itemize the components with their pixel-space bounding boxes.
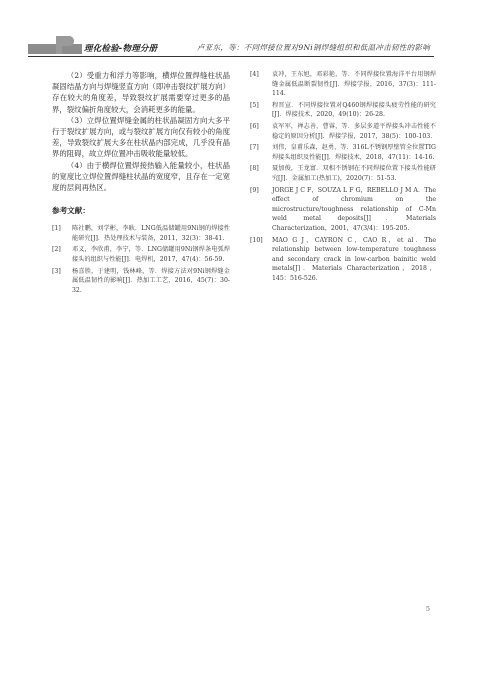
reference-item	[250, 70, 436, 99]
reference-text: JORGE J C F，SOUZA L F G，REBELLO J M A．The effect of chromium on the microstructure/toughness relationship of C-Mn weld metal deposits[J]．Materials Characterization，2001，47(3/4)：195-205.	[272, 186, 436, 232]
conclusion-paragraph-3: （3）立焊位置焊缝金属的柱状晶凝固方向大多平行于裂纹扩展方向，或与裂纹扩展方向仅有较小的角度差，导致裂纹扩展大多在柱状晶内部完成，几乎没有晶界的阻碍，故立焊位置冲击吸收能量较低。	[52, 115, 230, 159]
reference-item	[250, 101, 436, 120]
reference-text: 袁军军，禅志善，曹睿，等．多层多道平焊接头冲击性能不稳定的原因分析[J]．焊接学报，2017，38(5)：100-103.	[272, 122, 436, 140]
reference-text: 邓义，李欣甫，李宁，等．LNG储罐用9Ni钢焊条电弧焊接头的组织与性能[J]．电焊机，2017，47(4)：56-59.	[72, 246, 230, 264]
reference-number: [4]	[250, 71, 259, 78]
reference-text: 聂加俊，王龙富．双相不锈钢在不同焊接位置下接头性能研究[J]．金属加工(热加工)，2020(7)：51-53.	[272, 165, 436, 182]
reference-text: 袁冲，王东旭，邓彩艳，等．不同焊接位置海洋平台用钢焊缝金属低温断裂韧性[J]．焊接学报，2016，37(3)：111-114.	[272, 71, 436, 98]
page-header	[0, 36, 480, 58]
reference-number: [1]	[52, 225, 61, 233]
reference-text: 程晋宣．不同焊接位置对Q460钢焊接接头疲劳性能的研究[J]．焊接技术，2020，49(10)：26-28.	[272, 101, 436, 119]
references-title: 参考文献：	[52, 206, 90, 216]
journal-logo-icon	[52, 36, 78, 54]
reference-text: 陈社鹏，刘学彬，李耿．LNG低温储罐用9Ni钢的焊接性能研究[J]．热处理技术与装备，2011，32(3)：38-41.	[72, 225, 230, 242]
left-column	[52, 70, 230, 297]
reference-item	[250, 186, 436, 234]
reference-number: [7]	[250, 144, 259, 152]
journal-name: 理化检验-物理分册	[84, 44, 158, 54]
reference-item	[250, 122, 436, 141]
reference-number: [6]	[250, 122, 259, 130]
reference-item	[52, 267, 230, 296]
reference-number: [8]	[250, 165, 259, 173]
reference-number: [10]	[250, 236, 263, 244]
reference-number: [3]	[52, 267, 61, 275]
reference-item	[250, 143, 436, 162]
reference-number: [5]	[250, 101, 259, 109]
reference-text: MAO G J，CAYRON C，CAO R，et al．The relationship between low-temperature toughness and secondary crack in low-carbon bainitic weld metals[J]．Materials Characterization，2018，145：516-526.	[272, 236, 436, 282]
conclusion-paragraph-2: （2）受重力和浮力等影响，横焊位置焊缝柱状晶凝固结晶方向与焊缝竖直方向（即冲击裂纹扩展方向）存在较大的角度差，导致裂纹扩展需要穿过更多的晶界，裂纹偏折角度较大，会消耗更多的能量。	[52, 71, 230, 114]
reference-text: 刘伟，皇甫乐森，赵勇，等．316L不锈钢厚壁管全位置TIG焊接头组织及性能[J]．焊接技术，2018，47(11)：14-16.	[272, 144, 436, 161]
running-title: 卢亚东，等：不同焊接位置对9Ni钢焊缝组织和低温冲击韧性的影响	[196, 43, 430, 52]
right-column	[250, 70, 436, 285]
header-rule	[28, 56, 434, 57]
reference-item	[250, 164, 436, 183]
reference-item	[52, 224, 230, 243]
reference-item	[250, 236, 436, 284]
reference-text: 杨喜胜，于建明，钱林峰，等．焊接方法对9Ni钢焊缝金属低温韧性的影响[J]．热加工工艺，2016，45(7)：30-32.	[72, 267, 230, 294]
page-number: 5	[425, 605, 430, 613]
reference-number: [9]	[250, 186, 259, 194]
conclusion-paragraph-4: （4）由于横焊位置焊接热输入能量较小，柱状晶的宽度比立焊位置焊缝柱状晶的宽度窄，且存在一定宽度的层间再热区。	[52, 160, 230, 193]
reference-item	[52, 245, 230, 264]
reference-number: [2]	[52, 246, 61, 254]
